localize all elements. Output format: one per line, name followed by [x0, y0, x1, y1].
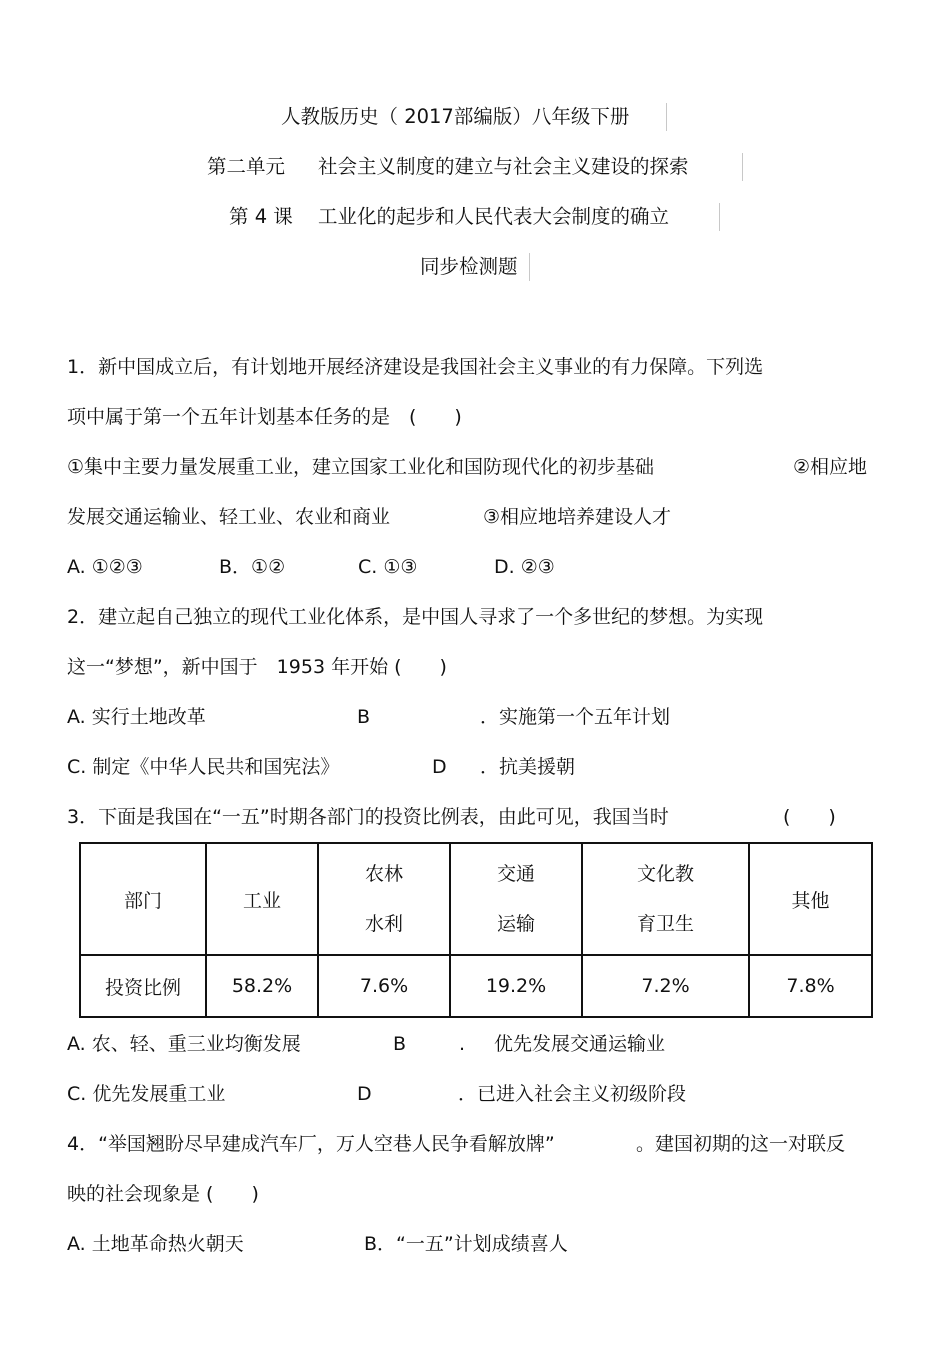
q2-stem-line-2: 这一“梦想”，新中国于 1953 年开始 ( )	[67, 656, 447, 678]
q1-option-d: D. ②③	[494, 556, 555, 578]
unit-title: 社会主义制度的建立与社会主义建设的探索	[318, 155, 689, 178]
q3-answer-paren: ( )	[783, 806, 836, 828]
investment-table	[79, 842, 873, 1018]
header-line-1: 人教版历史（ 2017部编版）八年级下册	[281, 105, 630, 128]
header-cell-industry: 工业	[206, 843, 318, 955]
q1-item-2-end: 发展交通运输业、轻工业、农业和商业	[67, 506, 391, 528]
q4-stem-line-1-end: 。建国初期的这一对联反	[636, 1133, 846, 1155]
cell-agri: 7.6%	[318, 955, 450, 1017]
table-header-row	[80, 843, 872, 955]
header-cell-dept: 部门	[80, 843, 206, 955]
q4-stem-line-2: 映的社会现象是 ( )	[67, 1183, 259, 1205]
table-row	[80, 955, 872, 1017]
q2-option-b-letter: B	[357, 706, 371, 728]
header-divider	[666, 103, 667, 131]
q3-option-c: C. 优先发展重工业	[67, 1083, 226, 1105]
worksheet-title: 同步检测题	[420, 255, 518, 278]
q3-option-d-letter: D	[357, 1083, 372, 1105]
cell-culture: 7.2%	[582, 955, 749, 1017]
q3-option-b-letter: B	[393, 1033, 407, 1055]
cell-transport: 19.2%	[450, 955, 582, 1017]
q4-option-a: A. 土地革命热火朝天	[67, 1233, 244, 1255]
q4-option-b: B．“一五”计划成绩喜人	[364, 1233, 568, 1255]
lesson-title: 工业化的起步和人民代表大会制度的确立	[318, 205, 670, 228]
header-cell-agri: 农林 水利	[318, 843, 450, 955]
q3-option-b-dot: .	[459, 1033, 466, 1055]
lesson-label: 第 4 课	[229, 205, 293, 228]
q3-option-d-text: ．已进入社会主义初级阶段	[458, 1083, 687, 1105]
header-divider	[719, 203, 720, 231]
q4-stem-line-1-quote: 4．“举国翘盼尽早建成汽车厂，万人空巷人民争看解放牌”	[67, 1133, 555, 1155]
q2-option-d-letter: D	[432, 756, 447, 778]
q2-option-c: C. 制定《中华人民共和国宪法》	[67, 756, 340, 778]
cell-other: 7.8%	[749, 955, 872, 1017]
cell-industry: 58.2%	[206, 955, 318, 1017]
q2-option-b-text: ．实施第一个五年计划	[480, 706, 671, 728]
header-cell-transport: 交通 运输	[450, 843, 582, 955]
q3-option-b-text: 优先发展交通运输业	[494, 1033, 666, 1055]
q1-stem-line-2: 项中属于第一个五年计划基本任务的是 ( )	[67, 406, 462, 428]
q3-option-a: A. 农、轻、重三业均衡发展	[67, 1033, 301, 1055]
q3-stem: 3．下面是我国在“一五”时期各部门的投资比例表，由此可见，我国当时	[67, 806, 669, 828]
q1-item-3: ③相应地培养建设人才	[483, 506, 672, 528]
row-label-investment-ratio: 投资比例	[80, 955, 206, 1017]
unit-label: 第二单元	[207, 155, 286, 178]
q2-stem-line-1: 2．建立起自己独立的现代工业化体系，是中国人寻求了一个多世纪的梦想。为实现	[67, 606, 764, 628]
q1-option-a: A. ①②③	[67, 556, 143, 578]
q1-item-1: ①集中主要力量发展重工业，建立国家工业化和国防现代化的初步基础	[67, 456, 655, 478]
q2-option-d-text: ．抗美援朝	[480, 756, 576, 778]
q1-stem-line-1: 1．新中国成立后，有计划地开展经济建设是我国社会主义事业的有力保障。下列选	[67, 356, 764, 378]
q1-option-b: B．①②	[219, 556, 286, 578]
q2-option-a: A. 实行土地改革	[67, 706, 206, 728]
header-cell-other: 其他	[749, 843, 872, 955]
header-cell-culture: 文化教 育卫生	[582, 843, 749, 955]
header-divider	[529, 253, 530, 281]
q1-item-2-start: ②相应地	[793, 456, 868, 478]
q1-option-c: C. ①③	[358, 556, 418, 578]
header-divider	[742, 153, 743, 181]
